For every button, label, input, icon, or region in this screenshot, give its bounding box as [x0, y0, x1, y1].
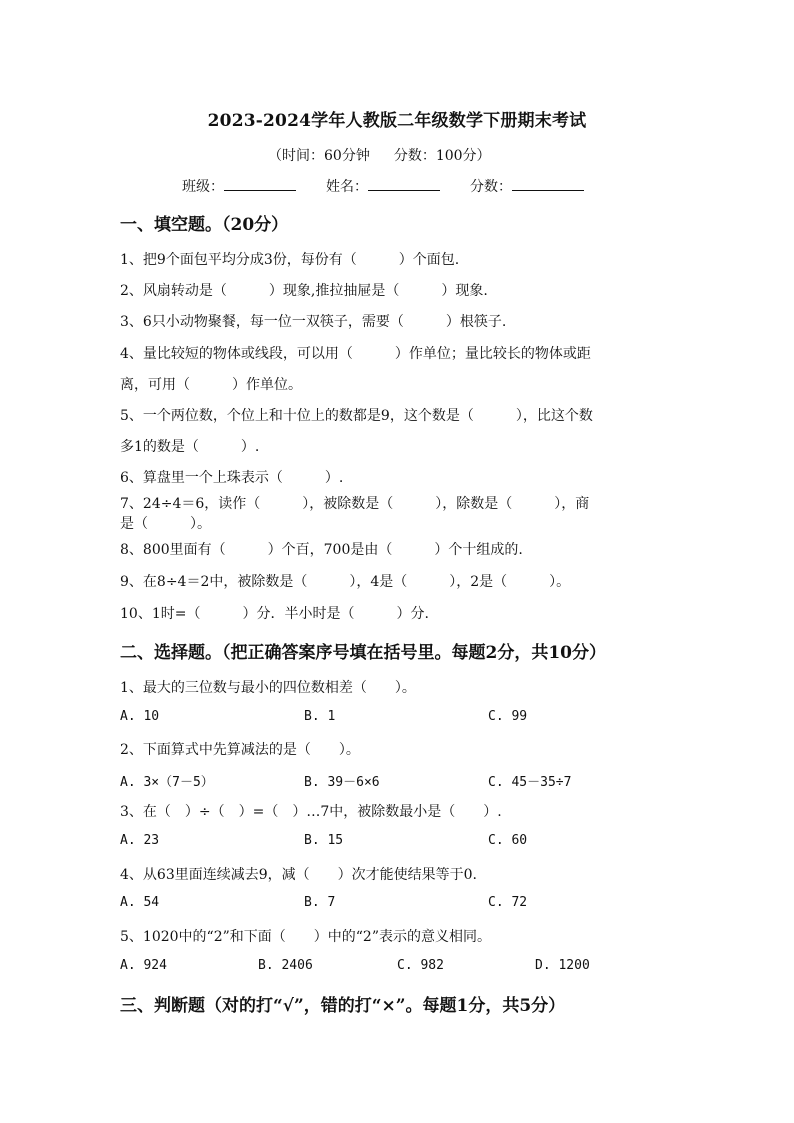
- choice-option: C. 982: [397, 958, 444, 973]
- fill-line: 2、风扇转动是（ ）现象,推拉抽屉是（ ）现象.: [120, 283, 488, 299]
- fill-line: 9、在8÷4＝2中，被除数是（ ），4是（ ），2是（ ）。: [120, 574, 571, 590]
- time-info: （时间：60分钟: [268, 148, 370, 164]
- choice-option: A. 10: [120, 709, 160, 724]
- fill-line: 8、800里面有（ ）个百，700是由（ ）个十组成的.: [120, 542, 523, 558]
- fill-line: 4、量比较短的物体或线段，可以用（ ）作单位；量比较长的物体或距: [120, 346, 591, 362]
- choice-option: C. 45－35÷7: [488, 775, 572, 790]
- fill-line: 多1的数是（ ）.: [120, 439, 260, 455]
- score-info: 分数：100分）: [393, 148, 491, 164]
- choice-option: C. 60: [488, 833, 528, 848]
- choice-option: B. 7: [304, 895, 336, 910]
- score-field: [470, 176, 584, 196]
- exam-title: 2023-2024学年人教版二年级数学下册期末考试: [207, 111, 587, 131]
- name-blank: [368, 176, 440, 191]
- choice-question: 4、从63里面连续减去9，减（ ）次才能使结果等于0.: [120, 867, 477, 883]
- choice-option: B. 2406: [258, 958, 313, 973]
- fill-line: 3、6只小动物聚餐，每一位一双筷子，需要（ ）根筷子.: [120, 314, 507, 330]
- choice-option: A. 23: [120, 833, 160, 848]
- choice-option: C. 72: [488, 895, 528, 910]
- fill-line: 6、算盘里一个上珠表示（ ）.: [120, 470, 344, 486]
- section2-heading: 二、选择题。（把正确答案序号填在括号里。每题2分，共10分）: [120, 643, 606, 663]
- fill-line: 5、一个两位数，个位上和十位上的数都是9，这个数是（ ），比这个数: [120, 408, 593, 424]
- choice-question: 5、1020中的“2”和下面（ ）中的“2”表示的意义相同。: [120, 929, 491, 945]
- choice-option: C. 99: [488, 709, 528, 724]
- fill-line: 是（ ）。: [120, 516, 211, 532]
- choice-option: A. 54: [120, 895, 160, 910]
- fill-line: 10、1时=（ ）分．半小时是（ ）分.: [120, 606, 429, 622]
- choice-option: B. 39－6×6: [304, 775, 380, 790]
- section1-heading: 一、填空题。（20分）: [120, 215, 289, 235]
- name-field: [326, 176, 440, 196]
- student-info-row: [182, 176, 614, 196]
- fill-line: 1、把9个面包平均分成3份，每份有（ ）个面包.: [120, 252, 460, 268]
- choice-question: 1、最大的三位数与最小的四位数相差（ ）。: [120, 680, 416, 696]
- choice-option: A. 924: [120, 958, 167, 973]
- class-field: [182, 176, 296, 196]
- choice-option: B. 1: [304, 709, 336, 724]
- name-label: 姓名：: [326, 179, 368, 195]
- choice-question: 2、下面算式中先算减法的是（ ）。: [120, 742, 360, 758]
- fill-line: 离，可用（ ）作单位。: [120, 377, 302, 393]
- class-label: 班级：: [182, 179, 224, 195]
- choice-question: 3、在（ ）÷（ ）=（ ）…7中，被除数最小是（ ）.: [120, 804, 502, 820]
- choice-option: D. 1200: [535, 958, 590, 973]
- section3-heading: 三、判断题（对的打“√”，错的打“×”。每题1分，共5分）: [120, 996, 566, 1016]
- fill-line: 7、24÷4＝6，读作（ ），被除数是（ ），除数是（ ），商: [120, 496, 590, 512]
- exam-subtitle: [268, 145, 515, 165]
- score-label: 分数：: [470, 179, 512, 195]
- class-blank: [224, 176, 296, 191]
- score-blank: [512, 176, 584, 191]
- choice-option: B. 15: [304, 833, 344, 848]
- choice-option: A. 3×（7－5）: [120, 775, 214, 790]
